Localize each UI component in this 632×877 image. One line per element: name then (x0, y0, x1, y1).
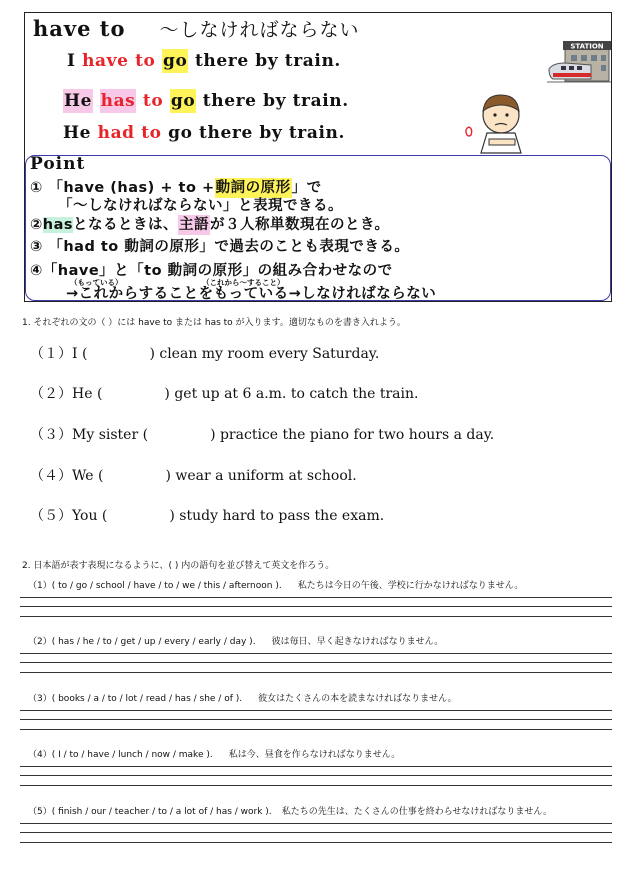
summary-box (24, 12, 612, 302)
q1-item-3: （３）My sister ( ) practice the piano for two hours a day. (30, 427, 495, 443)
writing-line[interactable] (20, 653, 612, 654)
example-sentence-2: He has to go there by train. (64, 91, 349, 111)
q2-item-5: （5）( finish / our / teacher / to / a lot of / has / work ). 私たちの先生は、たくさんの仕事を終わらせなければなりません。 (28, 807, 552, 817)
point-line-1: ① 「have (has) + to +動詞の原形」で (30, 180, 322, 196)
q2-instruction: 2. 日本語が表す表現になるように、( ) 内の語句を並び替えて英文を作ろう。 (22, 561, 335, 571)
writing-line[interactable] (20, 729, 612, 730)
q2-item-4: （4）( I / to / have / lunch / now / make ). 私は今、昼食を作らなければなりません。 (28, 750, 401, 760)
example-sentence-1: I have to go there by train. (67, 51, 341, 71)
q2-item-1: （1）( to / go / school / have / to / we / this / afternoon ). 私たちは今日の午後、学校に行かなければなりません。 (28, 581, 524, 591)
svg-text:STATION: STATION (570, 42, 604, 51)
writing-line[interactable] (20, 719, 612, 720)
writing-line[interactable] (20, 616, 612, 617)
lesson-title: have to 〜しなければならない (33, 16, 360, 41)
ruby-annotation-to-verb: （これから〜すること） (202, 278, 285, 287)
point-line-3: ③ 「had to 動詞の原形」で過去のことも表現できる。 (30, 239, 410, 255)
writing-line[interactable] (20, 766, 612, 767)
ruby-annotation-have: （もっている） (70, 278, 123, 287)
point-line-2: ②hasとなるときは、主語が３人称単数現在のとき。 (30, 217, 390, 233)
q1-item-2: （２）He ( ) get up at 6 a.m. to catch the train. (30, 386, 419, 402)
q1-item-1: （１）I ( ) clean my room every Saturday. (30, 346, 380, 362)
q2-item-3: （3）( books / a / to / lot / read / has / she / of ). 彼女はたくさんの本を読まなければなりません。 (28, 694, 457, 704)
example-sentence-3: He had to go there by train. (63, 123, 346, 143)
writing-line[interactable] (20, 823, 612, 824)
writing-line[interactable] (20, 662, 612, 663)
writing-line[interactable] (20, 832, 612, 833)
writing-line[interactable] (20, 672, 612, 673)
point-line-4b: →これからすることをもっている→しなければならない (66, 286, 437, 302)
point-line-1b: 「〜しなければならない」と表現できる。 (58, 198, 343, 214)
writing-line[interactable] (20, 597, 612, 598)
writing-line[interactable] (20, 710, 612, 711)
thinking-boy-icon (465, 83, 529, 155)
q1-item-4: （４）We ( ) wear a uniform at school. (30, 468, 357, 484)
train-station-icon (547, 39, 611, 87)
point-title: Point (30, 154, 86, 174)
writing-line[interactable] (20, 842, 612, 843)
q2-item-2: （2）( has / he / to / get / up / every / early / day ). 彼は毎日、早く起きなければなりません。 (28, 637, 444, 647)
writing-line[interactable] (20, 775, 612, 776)
writing-line[interactable] (20, 606, 612, 607)
point-line-4: ④「have」と「to 動詞の原形」の組み合わせなので (30, 263, 393, 279)
writing-line[interactable] (20, 785, 612, 786)
point-box (25, 155, 611, 301)
q1-item-5: （５）You ( ) study hard to pass the exam. (30, 508, 385, 524)
q1-instruction: 1. それぞれの文の（ ）には have to または has to が入ります。適切なものを書き入れよう。 (22, 318, 406, 328)
